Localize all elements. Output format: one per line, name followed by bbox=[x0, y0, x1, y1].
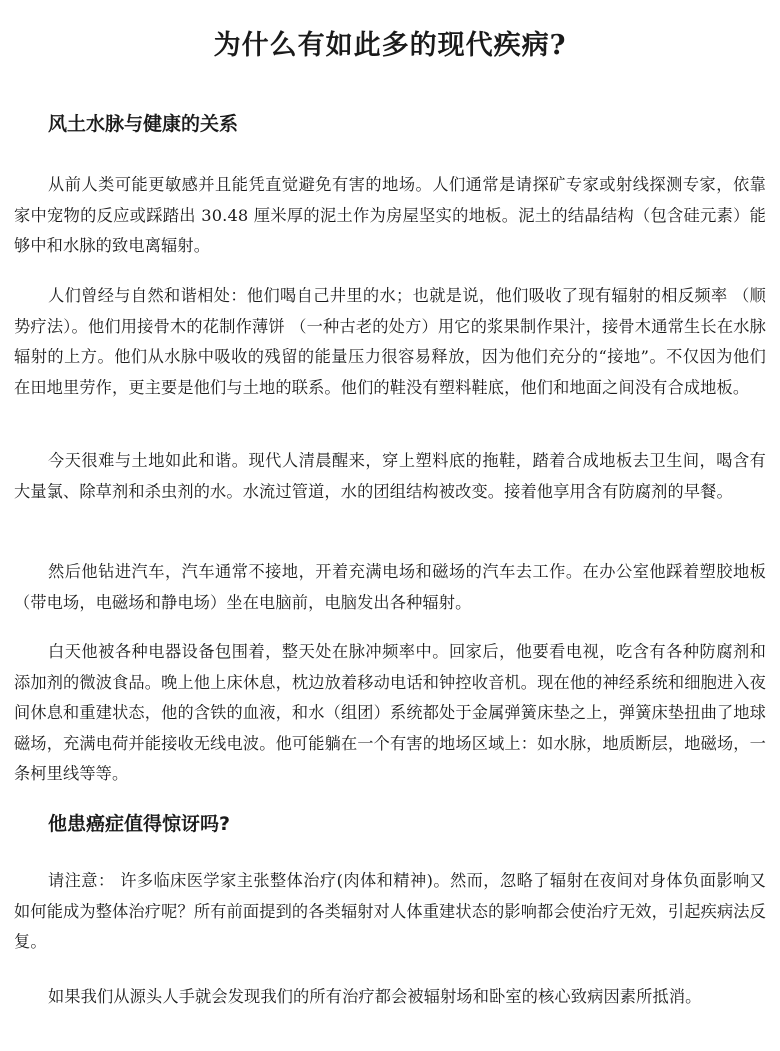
page-title: 为什么有如此多的现代疾病? bbox=[213, 30, 567, 61]
paragraph-6: 请注意： 许多临床医学家主张整体治疗(肉体和精神)。然而，忽略了辐射在夜间对身体负面影响又如何能成为整体治疗呢？所有前面提到的各类辐射对人体重建状态的影响都会使治疗无效，引起疾病法反复。 bbox=[14, 871, 766, 951]
section-heading-water-veins-health: 风土水脉与健康的关系 bbox=[48, 113, 239, 135]
paragraph-3: 今天很难与土地如此和谐。现代人清晨醒来，穿上塑料底的拖鞋，踏着合成地板去卫生间，喝含有大量氯、除草剂和杀虫剂的水。水流过管道，水的团组结构被改变。接着他享用含有防腐剂的早餐。 bbox=[14, 451, 766, 501]
paragraph-7: 如果我们从源头人手就会发现我们的所有治疗都会被辐射场和卧室的核心致病因素所抵消。 bbox=[48, 987, 702, 1006]
paragraph-1: 从前人类可能更敏感并且能凭直觉避免有害的地场。人们通常是请探矿专家或射线探测专家，依靠家中宠物的反应或踩踏出 30.48 厘米厚的泥土作为房屋坚实的地板。泥土的结晶结构（包含硅元素）能够中和水脉的致电离辐射。 bbox=[14, 175, 766, 255]
paragraph-5: 白天他被各种电器设备包围着，整天处在脉冲频率中。回家后，他要看电视，吃含有各种防腐剂和添加剂的微波食品。晚上他上床休息，枕边放着移动电话和钟控收音机。现在他的神经系统和细胞进入夜间休息和重建状态，他的含铁的血液，和水（组团）系统都处于金属弹簧床垫之上，弹簧床垫扭曲了地球磁场，充满电荷并能接收无线电波。他可能躺在一个有害的地场区域上：如水脉，地质断层，地磁场，一条柯里线等等。 bbox=[14, 642, 766, 783]
paragraph-2: 人们曾经与自然和谐相处：他们喝自己井里的水；也就是说，他们吸收了现有辐射的相反频率 （顺势疗法）。他们用接骨木的花制作薄饼 （一种古老的处方）用它的浆果制作果汁，接骨木通常生长在水脉辐射的上方。他们从水脉中吸收的残留的能量压力很容易释放，因为他们充分的“接地”。不仅因为他们在田地里劳作，更主要是他们与土地的联系。他们的鞋没有塑料鞋底，他们和地面之间没有合成地板。 bbox=[14, 286, 766, 397]
section-heading-cancer: 他患癌症值得惊讶吗? bbox=[48, 813, 231, 835]
paragraph-4: 然后他钻进汽车，汽车通常不接地，开着充满电场和磁场的汽车去工作。在办公室他踩着塑胶地板（带电场，电磁场和静电场）坐在电脑前，电脑发出各种辐射。 bbox=[14, 562, 766, 612]
